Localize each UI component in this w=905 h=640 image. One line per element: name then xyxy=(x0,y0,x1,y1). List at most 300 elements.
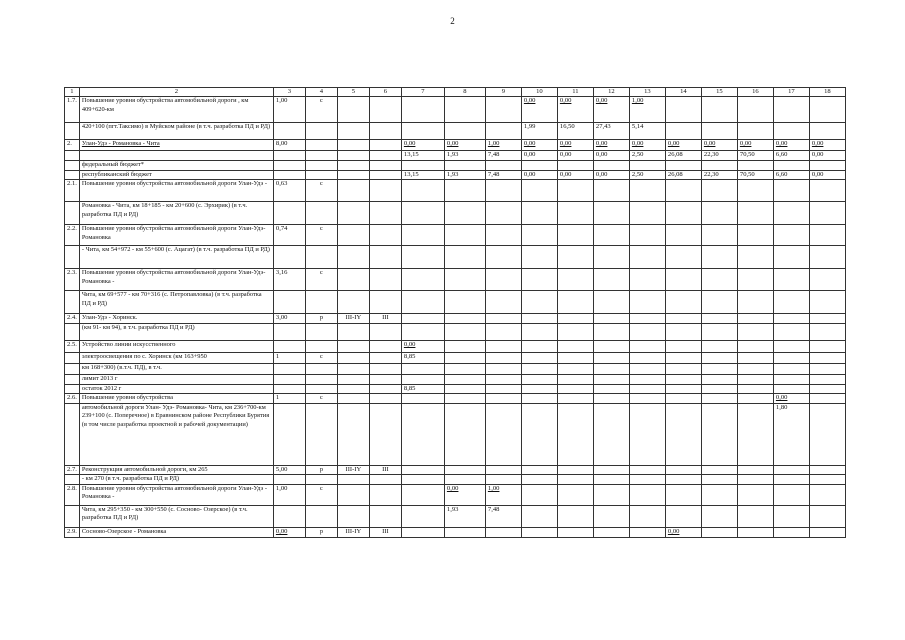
value-cell xyxy=(701,123,737,140)
value-cell: 0,00 xyxy=(593,140,629,151)
row-name-cell: лимит 2013 г xyxy=(79,375,273,384)
value-cell xyxy=(273,404,305,466)
value-cell: III-IY xyxy=(337,314,369,324)
value-cell xyxy=(773,314,809,324)
value-cell xyxy=(665,225,701,246)
value-cell xyxy=(305,246,337,269)
value-cell xyxy=(593,353,629,364)
value-cell xyxy=(593,527,629,537)
value-cell xyxy=(401,466,444,475)
value-cell xyxy=(444,202,485,225)
header-cell: 15 xyxy=(701,88,737,97)
value-cell xyxy=(557,364,593,375)
value-cell xyxy=(809,394,845,404)
value-cell xyxy=(665,475,701,484)
value-cell xyxy=(557,269,593,291)
value-cell xyxy=(337,246,369,269)
value-cell xyxy=(737,161,773,170)
value-cell xyxy=(557,291,593,314)
value-cell xyxy=(444,375,485,384)
row-name-cell: республиканский бюджет xyxy=(79,170,273,179)
value-cell xyxy=(273,341,305,353)
value-cell xyxy=(737,291,773,314)
value-cell xyxy=(809,291,845,314)
value-cell xyxy=(557,324,593,341)
value-cell xyxy=(809,466,845,475)
value-cell xyxy=(629,505,665,527)
value-cell xyxy=(485,269,521,291)
value-cell xyxy=(737,375,773,384)
value-cell xyxy=(369,394,401,404)
value-cell xyxy=(369,140,401,151)
value-cell xyxy=(665,364,701,375)
value-cell: 8,85 xyxy=(401,384,444,393)
value-cell xyxy=(701,384,737,393)
row-number-cell: 2.9. xyxy=(65,527,80,537)
value-cell: 1,00 xyxy=(273,484,305,505)
table-row xyxy=(65,151,846,161)
value-cell: 2,50 xyxy=(629,170,665,179)
value-cell xyxy=(809,505,845,527)
value-cell: 0,00 xyxy=(773,140,809,151)
table-row xyxy=(65,324,846,341)
value-cell xyxy=(337,404,369,466)
value-cell: с xyxy=(305,97,337,123)
value-cell xyxy=(665,123,701,140)
value-cell xyxy=(737,225,773,246)
value-cell xyxy=(809,269,845,291)
value-cell xyxy=(444,97,485,123)
value-cell xyxy=(273,291,305,314)
value-cell xyxy=(401,375,444,384)
value-cell xyxy=(593,180,629,202)
value-cell xyxy=(701,484,737,505)
value-cell xyxy=(809,97,845,123)
value-cell: 0,00 xyxy=(593,151,629,161)
value-cell xyxy=(369,404,401,466)
header-cell: 5 xyxy=(337,88,369,97)
value-cell xyxy=(521,394,557,404)
value-cell xyxy=(521,161,557,170)
value-cell xyxy=(593,161,629,170)
value-cell xyxy=(701,466,737,475)
value-cell: 1,80 xyxy=(773,404,809,466)
value-cell: 1 xyxy=(273,353,305,364)
value-cell xyxy=(809,353,845,364)
value-cell xyxy=(337,375,369,384)
row-number-cell xyxy=(65,353,80,364)
value-cell xyxy=(521,269,557,291)
value-cell: 0,00 xyxy=(444,140,485,151)
value-cell: 6,60 xyxy=(773,170,809,179)
value-cell: с xyxy=(305,353,337,364)
value-cell xyxy=(737,384,773,393)
value-cell xyxy=(401,484,444,505)
value-cell xyxy=(485,475,521,484)
value-cell xyxy=(305,364,337,375)
row-name-cell: остаток 2012 г xyxy=(79,384,273,393)
value-cell xyxy=(665,341,701,353)
value-cell xyxy=(485,291,521,314)
value-cell xyxy=(557,484,593,505)
value-cell xyxy=(773,527,809,537)
value-cell xyxy=(737,123,773,140)
row-name-cell: км 168+300) (в.т.ч. ПД), в т.ч. xyxy=(79,364,273,375)
value-cell xyxy=(809,324,845,341)
value-cell xyxy=(337,291,369,314)
value-cell xyxy=(401,364,444,375)
value-cell xyxy=(273,151,305,161)
value-cell xyxy=(521,505,557,527)
value-cell xyxy=(305,375,337,384)
value-cell xyxy=(305,341,337,353)
value-cell xyxy=(444,364,485,375)
value-cell xyxy=(485,404,521,466)
value-cell xyxy=(485,527,521,537)
header-cell: 13 xyxy=(629,88,665,97)
value-cell xyxy=(485,353,521,364)
value-cell xyxy=(737,484,773,505)
row-name-cell: Чита, км 69+577 - км 70+316 (с. Петропавловка) (в т.ч. разработка ПД и РД) xyxy=(79,291,273,314)
value-cell xyxy=(701,475,737,484)
value-cell xyxy=(665,314,701,324)
value-cell xyxy=(444,341,485,353)
value-cell xyxy=(337,202,369,225)
table-row xyxy=(65,404,846,466)
value-cell: 0,00 xyxy=(809,151,845,161)
value-cell xyxy=(701,324,737,341)
value-cell xyxy=(557,527,593,537)
value-cell xyxy=(737,341,773,353)
value-cell xyxy=(629,225,665,246)
value-cell xyxy=(557,466,593,475)
value-cell xyxy=(665,246,701,269)
value-cell xyxy=(629,269,665,291)
value-cell xyxy=(773,246,809,269)
value-cell xyxy=(701,180,737,202)
value-cell xyxy=(629,384,665,393)
table-row xyxy=(65,123,846,140)
value-cell xyxy=(593,466,629,475)
value-cell xyxy=(369,170,401,179)
value-cell: 1,00 xyxy=(485,484,521,505)
value-cell xyxy=(337,384,369,393)
value-cell xyxy=(521,475,557,484)
value-cell xyxy=(629,324,665,341)
header-cell: 8 xyxy=(444,88,485,97)
value-cell xyxy=(593,375,629,384)
value-cell xyxy=(737,314,773,324)
value-cell xyxy=(773,97,809,123)
row-name-cell: Реконструкция автомобильной дороги, км 265 xyxy=(79,466,273,475)
value-cell xyxy=(629,364,665,375)
value-cell xyxy=(305,170,337,179)
value-cell xyxy=(401,180,444,202)
value-cell xyxy=(557,202,593,225)
value-cell xyxy=(701,246,737,269)
value-cell xyxy=(809,384,845,393)
value-cell: 0,00 xyxy=(809,170,845,179)
row-number-cell: 2.8. xyxy=(65,484,80,505)
value-cell xyxy=(369,202,401,225)
value-cell xyxy=(809,527,845,537)
value-cell xyxy=(701,353,737,364)
row-number-cell: 1.7. xyxy=(65,97,80,123)
value-cell xyxy=(485,375,521,384)
value-cell xyxy=(665,269,701,291)
value-cell xyxy=(521,404,557,466)
value-cell: 0,00 xyxy=(665,527,701,537)
row-number-cell: 2. xyxy=(65,140,80,151)
header-cell: 2 xyxy=(79,88,273,97)
table-row xyxy=(65,269,846,291)
value-cell xyxy=(369,97,401,123)
value-cell xyxy=(773,353,809,364)
row-number-cell: 2.4. xyxy=(65,314,80,324)
value-cell xyxy=(737,466,773,475)
value-cell xyxy=(809,202,845,225)
value-cell xyxy=(557,314,593,324)
value-cell xyxy=(337,170,369,179)
value-cell xyxy=(521,291,557,314)
value-cell xyxy=(593,394,629,404)
value-cell xyxy=(665,353,701,364)
value-cell xyxy=(273,246,305,269)
value-cell: 0,00 xyxy=(809,140,845,151)
value-cell xyxy=(369,161,401,170)
value-cell xyxy=(593,404,629,466)
value-cell xyxy=(485,466,521,475)
table-row xyxy=(65,475,846,484)
value-cell xyxy=(337,161,369,170)
value-cell: 0,00 xyxy=(401,341,444,353)
value-cell xyxy=(369,375,401,384)
header-cell: 17 xyxy=(773,88,809,97)
value-cell xyxy=(485,384,521,393)
value-cell xyxy=(557,475,593,484)
value-cell xyxy=(809,375,845,384)
row-name-cell: Повышение уровня обустройства автомобильной дороги Улан-Удэ- Романовка - xyxy=(79,269,273,291)
value-cell xyxy=(337,394,369,404)
value-cell xyxy=(444,353,485,364)
value-cell xyxy=(593,246,629,269)
row-number-cell xyxy=(65,123,80,140)
value-cell: III-IY xyxy=(337,466,369,475)
value-cell xyxy=(485,341,521,353)
value-cell xyxy=(401,123,444,140)
value-cell: III-IY xyxy=(337,527,369,537)
value-cell xyxy=(521,384,557,393)
value-cell xyxy=(369,151,401,161)
table-row xyxy=(65,97,846,123)
table-row xyxy=(65,505,846,527)
row-name-cell: - Чита, км 54+972 - км 55+600 (с. Ацагат) (в т.ч. разработка ПД и РД) xyxy=(79,246,273,269)
value-cell xyxy=(401,202,444,225)
table-row xyxy=(65,341,846,353)
value-cell xyxy=(444,225,485,246)
value-cell xyxy=(593,202,629,225)
value-cell xyxy=(701,202,737,225)
value-cell xyxy=(305,505,337,527)
value-cell xyxy=(629,246,665,269)
value-cell xyxy=(273,384,305,393)
value-cell xyxy=(701,225,737,246)
value-cell xyxy=(593,269,629,291)
value-cell xyxy=(369,123,401,140)
value-cell xyxy=(444,246,485,269)
value-cell xyxy=(444,269,485,291)
value-cell xyxy=(809,161,845,170)
row-name-cell: Повышение уровня обустройства автомобильной дороги Улан-Удэ - Романовка - xyxy=(79,484,273,505)
table-row xyxy=(65,466,846,475)
value-cell xyxy=(737,202,773,225)
value-cell xyxy=(337,364,369,375)
value-cell: 0,00 xyxy=(737,140,773,151)
value-cell: 0,00 xyxy=(401,140,444,151)
value-cell xyxy=(665,375,701,384)
value-cell xyxy=(273,202,305,225)
value-cell: 0,00 xyxy=(629,140,665,151)
value-cell xyxy=(444,123,485,140)
value-cell xyxy=(444,466,485,475)
value-cell xyxy=(444,314,485,324)
value-cell xyxy=(593,384,629,393)
value-cell xyxy=(665,291,701,314)
value-cell xyxy=(809,123,845,140)
value-cell xyxy=(273,170,305,179)
value-cell: 70,50 xyxy=(737,151,773,161)
value-cell: 0,00 xyxy=(557,97,593,123)
table-row xyxy=(65,140,846,151)
table-row xyxy=(65,246,846,269)
row-number-cell: 2.7. xyxy=(65,466,80,475)
value-cell xyxy=(593,484,629,505)
value-cell: 7,48 xyxy=(485,151,521,161)
value-cell xyxy=(809,180,845,202)
value-cell xyxy=(737,353,773,364)
value-cell xyxy=(629,466,665,475)
header-cell: 9 xyxy=(485,88,521,97)
value-cell xyxy=(701,269,737,291)
value-cell: 26,08 xyxy=(665,151,701,161)
value-cell xyxy=(337,475,369,484)
value-cell xyxy=(521,180,557,202)
value-cell: 1 xyxy=(273,394,305,404)
value-cell xyxy=(521,353,557,364)
header-cell: 4 xyxy=(305,88,337,97)
value-cell xyxy=(401,314,444,324)
table-row xyxy=(65,353,846,364)
value-cell xyxy=(629,202,665,225)
value-cell xyxy=(305,324,337,341)
value-cell: р xyxy=(305,527,337,537)
value-cell xyxy=(401,324,444,341)
value-cell: 0,00 xyxy=(557,170,593,179)
value-cell xyxy=(273,505,305,527)
value-cell: 7,48 xyxy=(485,170,521,179)
row-name-cell: Устройство линии искусственного xyxy=(79,341,273,353)
value-cell xyxy=(557,180,593,202)
table-row xyxy=(65,394,846,404)
value-cell: 27,43 xyxy=(593,123,629,140)
row-number-cell: 2.6. xyxy=(65,394,80,404)
value-cell xyxy=(737,324,773,341)
value-cell xyxy=(557,384,593,393)
value-cell xyxy=(629,314,665,324)
table-row xyxy=(65,364,846,375)
value-cell xyxy=(485,394,521,404)
value-cell xyxy=(737,364,773,375)
value-cell xyxy=(629,404,665,466)
value-cell xyxy=(401,404,444,466)
header-row xyxy=(65,88,846,97)
value-cell: р xyxy=(305,314,337,324)
value-cell: 0,00 xyxy=(444,484,485,505)
value-cell xyxy=(485,180,521,202)
value-cell xyxy=(701,161,737,170)
value-cell xyxy=(809,246,845,269)
value-cell xyxy=(809,341,845,353)
value-cell xyxy=(444,180,485,202)
value-cell xyxy=(401,505,444,527)
value-cell xyxy=(485,246,521,269)
value-cell xyxy=(665,466,701,475)
value-cell xyxy=(273,123,305,140)
value-cell xyxy=(521,202,557,225)
value-cell xyxy=(401,475,444,484)
value-cell xyxy=(444,527,485,537)
value-cell xyxy=(773,375,809,384)
value-cell xyxy=(737,404,773,466)
row-name-cell: Улан-Удэ - Хоринск. xyxy=(79,314,273,324)
value-cell: с xyxy=(305,180,337,202)
value-cell xyxy=(401,246,444,269)
value-cell xyxy=(401,97,444,123)
value-cell xyxy=(773,202,809,225)
value-cell xyxy=(773,161,809,170)
row-number-cell xyxy=(65,246,80,269)
value-cell: 6,60 xyxy=(773,151,809,161)
value-cell xyxy=(665,505,701,527)
value-cell xyxy=(337,353,369,364)
row-name-cell: Повышение уровня обустройства автомобильной дороги , км 409+620-км xyxy=(79,97,273,123)
value-cell xyxy=(557,394,593,404)
value-cell xyxy=(557,404,593,466)
row-number-cell xyxy=(65,324,80,341)
value-cell xyxy=(444,384,485,393)
value-cell xyxy=(809,404,845,466)
value-cell: 3,16 xyxy=(273,269,305,291)
value-cell xyxy=(773,475,809,484)
value-cell xyxy=(401,269,444,291)
value-cell xyxy=(773,123,809,140)
value-cell xyxy=(701,527,737,537)
value-cell: 0,74 xyxy=(273,225,305,246)
value-cell xyxy=(521,484,557,505)
row-name-cell: - км 270 (в т.ч. разработка ПД и РД) xyxy=(79,475,273,484)
value-cell xyxy=(701,314,737,324)
value-cell xyxy=(369,353,401,364)
table-row xyxy=(65,314,846,324)
value-cell: 26,08 xyxy=(665,170,701,179)
value-cell xyxy=(369,475,401,484)
row-name-cell: (км 91- км 94), в т.ч. разработка ПД и РД) xyxy=(79,324,273,341)
value-cell xyxy=(593,341,629,353)
value-cell xyxy=(337,269,369,291)
row-number-cell xyxy=(65,291,80,314)
row-name-cell: 420+100 (пгт.Таксимо) в Муйском районе (в т.ч. разработка ПД и РД) xyxy=(79,123,273,140)
value-cell xyxy=(521,375,557,384)
